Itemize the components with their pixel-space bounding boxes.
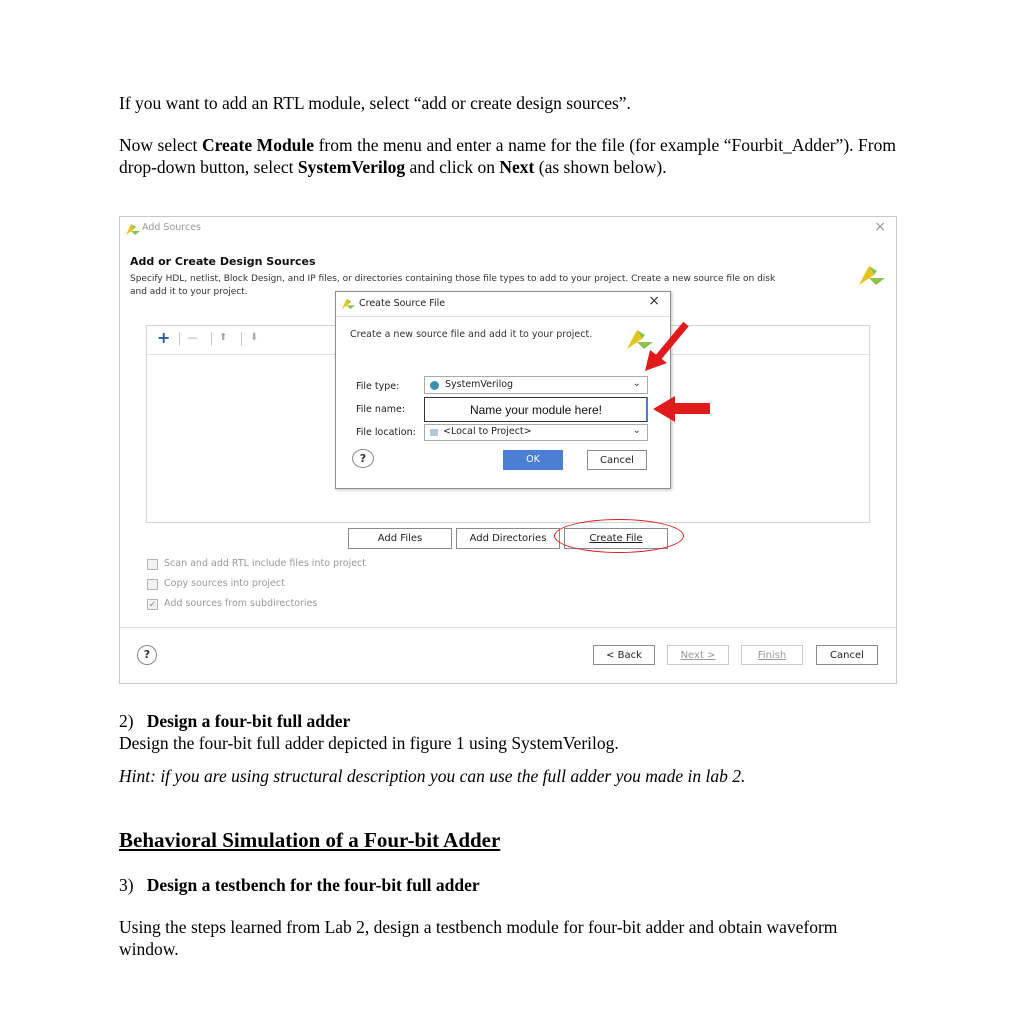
divider: [241, 332, 242, 346]
annotation-arrow-icon: [641, 321, 691, 373]
file-type-label: File type:: [356, 381, 400, 392]
text-segment: (as shown below).: [534, 157, 667, 177]
add-subdirectories-label: Add sources from subdirectories: [164, 598, 318, 609]
add-files-button[interactable]: [348, 528, 452, 549]
instruction-paragraph: [119, 134, 896, 178]
file-type-value: SystemVerilog: [445, 379, 514, 390]
step-2-heading: [119, 710, 350, 732]
button-label: Add Directories: [469, 533, 547, 544]
cancel-button[interactable]: [816, 645, 878, 665]
move-down-icon[interactable]: ⬇: [250, 332, 259, 343]
vivado-logo-icon: [341, 297, 356, 310]
step-2-text: Design the four-bit full adder depicted in figure 1 using SystemVerilog.: [119, 733, 619, 753]
chevron-down-icon: ⌄: [632, 425, 641, 436]
dialog-heading: Add or Create Design Sources: [130, 255, 316, 268]
step-title: Design a testbench for the four-bit full adder: [146, 875, 480, 895]
scan-rtl-label: Scan and add RTL include files into project: [164, 558, 367, 569]
subdialog-description: Create a new source file and add it to your project.: [350, 329, 593, 340]
next-emphasis: Next: [499, 157, 535, 177]
highlight-ellipse: [554, 519, 684, 553]
intro-paragraph: [119, 92, 631, 114]
subdialog-title: Create Source File: [359, 298, 446, 309]
file-type-select[interactable]: [424, 376, 648, 394]
next-button[interactable]: [667, 645, 729, 665]
button-label: < Back: [606, 650, 642, 661]
close-icon[interactable]: ×: [648, 293, 660, 309]
chevron-down-icon: ⌄: [632, 378, 641, 389]
hint-text: Hint: if you are using structural description you can use the full adder you made in lab 2.: [119, 766, 746, 786]
systemverilog-emphasis: SystemVerilog: [297, 157, 406, 177]
step-number: 2): [119, 711, 134, 731]
file-location-select[interactable]: [424, 424, 648, 441]
systemverilog-icon: [430, 381, 439, 390]
file-location-value: <Local to Project>: [443, 426, 532, 437]
text-segment: from the menu and enter a name for the file (for example “Fourbit_Adder”). From drop-down button, select: [119, 135, 896, 177]
button-label: Create File: [589, 533, 643, 544]
vivado-logo-icon: [858, 263, 886, 287]
file-name-label: File name:: [356, 404, 406, 415]
text-segment: Now select: [119, 135, 202, 155]
section-heading: Behavioral Simulation of a Four-bit Adder: [119, 828, 501, 852]
desc-line: Specify HDL, netlist, Block Design, and IP files, or directories containing those file types to add to your project. Create a new source file on disk: [130, 274, 776, 284]
window-title: Add Sources: [142, 222, 201, 233]
ok-button[interactable]: OK: [503, 450, 563, 470]
create-module-emphasis: Create Module: [201, 135, 315, 155]
annotation-arrow-icon: [653, 394, 711, 424]
button-label: Next >: [680, 650, 716, 661]
divider: [120, 627, 896, 628]
subdialog-cancel-button[interactable]: Cancel: [587, 450, 647, 470]
create-source-file-dialog: [335, 291, 671, 489]
copy-sources-checkbox[interactable]: [147, 579, 158, 590]
folder-icon: [430, 429, 438, 436]
file-location-label: File location:: [356, 427, 416, 438]
file-name-placeholder: Name your module here!: [469, 403, 603, 417]
divider: [179, 332, 180, 346]
close-icon[interactable]: ×: [874, 219, 886, 235]
finish-button[interactable]: [741, 645, 803, 665]
button-label: Cancel: [830, 650, 864, 661]
copy-sources-label: Copy sources into project: [164, 578, 285, 589]
step-3-heading: [119, 874, 480, 896]
text-segment: and click on: [405, 157, 500, 177]
add-directories-button[interactable]: [456, 528, 560, 549]
back-button[interactable]: [593, 645, 655, 665]
move-up-icon[interactable]: ⬆: [219, 332, 228, 343]
file-name-input[interactable]: [424, 397, 648, 422]
step-3-text: Using the steps learned from Lab 2, design a testbench module for four-bit adder and obtain waveform window.: [119, 917, 838, 959]
button-label: Finish: [757, 650, 787, 661]
step-number: 3): [119, 875, 134, 895]
add-icon[interactable]: +: [157, 328, 171, 347]
help-button[interactable]: ?: [137, 645, 157, 665]
divider: [336, 316, 670, 317]
help-button[interactable]: ?: [352, 449, 374, 468]
intro-text: If you want to add an RTL module, select “add or create design sources”.: [119, 93, 631, 113]
button-label: Add Files: [377, 533, 423, 544]
add-subdirectories-checkbox[interactable]: ✓: [148, 600, 157, 610]
divider: [211, 332, 212, 346]
desc-line: and add it to your project.: [130, 287, 248, 297]
add-sources-screenshot: [119, 216, 897, 684]
step-title: Design a four-bit full adder: [146, 711, 351, 731]
vivado-logo-icon: [125, 222, 141, 236]
remove-icon[interactable]: —: [187, 331, 198, 344]
scan-rtl-checkbox[interactable]: [147, 559, 158, 570]
